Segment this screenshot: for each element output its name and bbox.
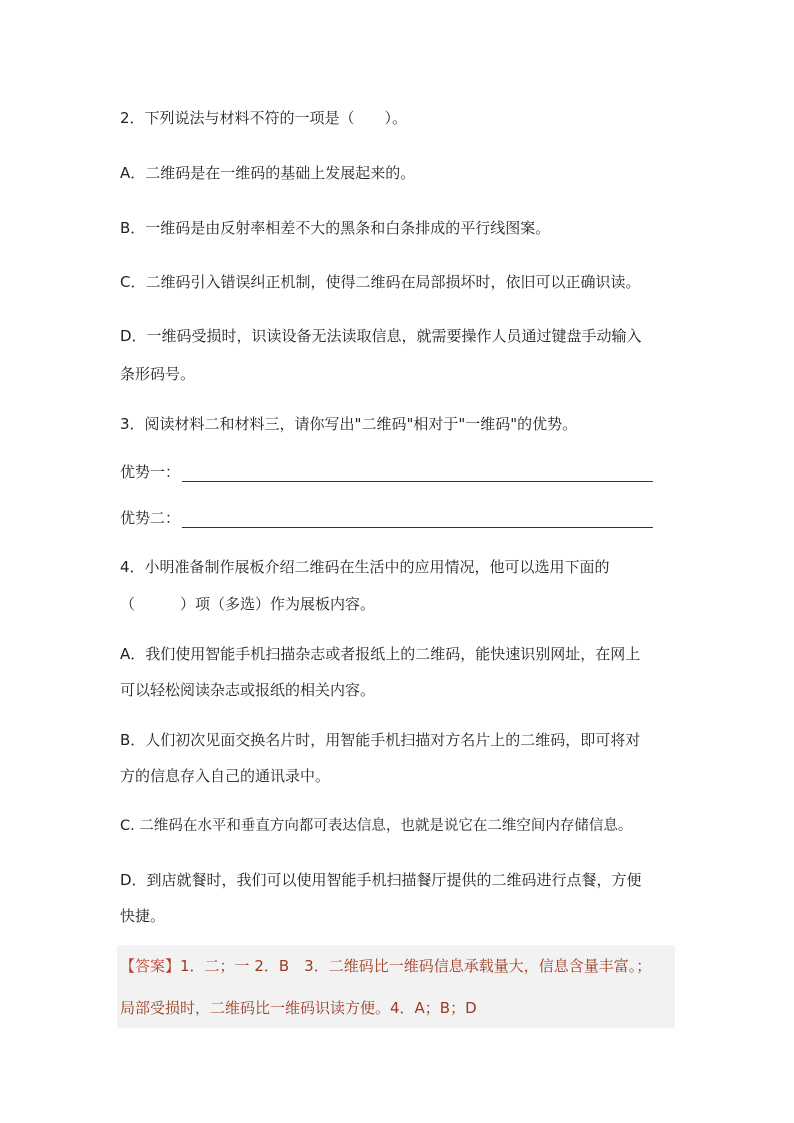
q4-option-d-line2: 快捷。: [120, 907, 166, 925]
advantage-2-blank[interactable]: [182, 509, 653, 528]
answer-text-1: 1．二；一 2．B 3．二维码比一维码信息承载量大，信息含量丰富。；: [180, 957, 652, 975]
q4-option-d-line1: D．到店就餐时，我们可以使用智能手机扫描餐厅提供的二维码进行点餐，方便: [120, 871, 642, 889]
q4-stem-line2: （ ）项（多选）作为展板内容。: [120, 595, 376, 613]
q4-option-a-line2: 可以轻松阅读杂志或报纸的相关内容。: [120, 681, 376, 699]
advantage-2-label: 优势二：: [120, 509, 181, 527]
q2-option-d-line1: D．一维码受损时，识读设备无法读取信息，就需要操作人员通过键盘手动输入: [120, 327, 642, 345]
q4-option-a-line1: A．我们使用智能手机扫描杂志或者报纸上的二维码，能快速识别网址，在网上: [120, 645, 641, 663]
q3-advantage-1: [120, 462, 653, 482]
q3-advantage-2: [120, 508, 653, 528]
answer-line2: 局部受损时，二维码比一维码识读方便。4．A；B；D: [120, 999, 477, 1017]
q2-option-b: B．一维码是由反射率相差不大的黑条和白条排成的平行线图案。: [120, 219, 551, 237]
q3-stem: 3．阅读材料二和材料三，请你写出"二维码"相对于"一维码"的优势。: [120, 415, 578, 433]
answer-tag: 【答案】: [120, 957, 181, 975]
q2-option-d-line2: 条形码号。: [120, 365, 196, 383]
q4-stem-line1: 4．小明准备制作展板介绍二维码在生活中的应用情况，他可以选用下面的: [120, 558, 610, 576]
q2-stem: 2．下列说法与材料不符的一项是（ ）。: [120, 109, 408, 127]
q4-option-b-line2: 方的信息存入自己的通讯录中。: [120, 767, 331, 785]
q2-option-c: C．二维码引入错误纠正机制，使得二维码在局部损坏时，依旧可以正确识读。: [120, 273, 641, 291]
advantage-1-blank[interactable]: [182, 463, 653, 482]
q2-option-a: A．二维码是在一维码的基础上发展起来的。: [120, 164, 416, 182]
answer-line1: [120, 956, 651, 976]
q4-option-b-line1: B．人们初次见面交换名片时，用智能手机扫描对方名片上的二维码，即可将对: [120, 731, 641, 749]
q4-option-c: C. 二维码在水平和垂直方向都可表达信息，也就是说它在二维空间内存储信息。: [120, 818, 633, 834]
advantage-1-label: 优势一：: [120, 463, 181, 481]
